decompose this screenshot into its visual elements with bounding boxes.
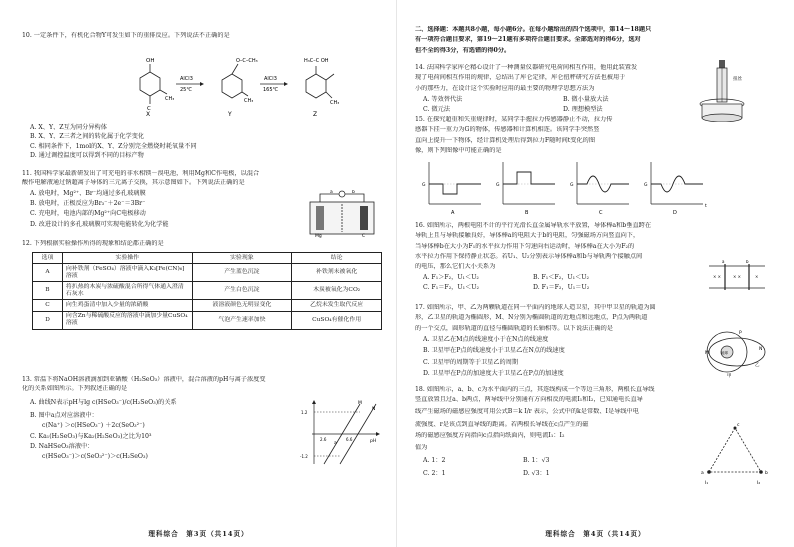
svg-text:2.6: 2.6 (320, 437, 327, 442)
experiment-table-wrap (22, 252, 382, 352)
graph-a (422, 162, 481, 216)
option: D. F₁＝F₂，U₁＝U₂ (533, 283, 590, 291)
molecule-z (306, 66, 334, 98)
question-13-line: 化的关系如图所示。下列叙述正确的是 (22, 385, 128, 393)
svg-text:× ×: × × (713, 274, 721, 279)
svg-text:b: b (765, 471, 768, 476)
option: A. 等效替代法 (423, 95, 463, 103)
svg-text:b: b (352, 190, 355, 195)
svg-text:扭丝: 扭丝 (733, 77, 742, 82)
svg-text:b: b (746, 260, 749, 264)
option: C. 卫星甲的周期等于卫星乙的周期 (423, 358, 519, 366)
option: C. 相同条件下，1mol的X、Y、Z分别完全燃烧时耗氧量不同 (30, 142, 197, 150)
option: A. 卫星乙在M点的线速度小于在N点的线速度 (423, 335, 549, 343)
svg-text:I₁: I₁ (705, 481, 709, 486)
label-x: X (146, 111, 151, 118)
question-14: 14. 法国科学家库仑精心设计了一种测量仪器研究电荷间相互作用，他用此装置发 现了电荷间相互作用的规律，总结出了库仑定律，库仑扭秤研究方法也被用于 小的那些力，在设计这个实验时应用的最主要的物理学思想方法为 A. 等效替代法 B. 微小量放大法 C. 微元法 D. 理想模型法 (415, 64, 714, 114)
svg-text:乙: 乙 (755, 363, 760, 368)
option: C. 2：1 (423, 470, 446, 478)
label-y: Y (228, 111, 232, 118)
svg-text:a: a (722, 260, 725, 264)
svg-text:B: B (525, 210, 529, 216)
option: D. √3：1 (523, 470, 550, 478)
svg-text:1.2: 1.2 (301, 410, 308, 415)
battery-diagram (302, 190, 382, 238)
option: B. X、Y、Z三者之间的转化属于化学变化 (30, 133, 145, 141)
option: A. 放电时，Mg²⁺、Br⁻均通过多孔玻璃膜 (30, 189, 146, 197)
condition-2: 165℃ (263, 87, 279, 93)
experiment-table (32, 252, 382, 330)
question-15: 15. 在探究超重和失重规律时，某同学手握拉力传感器静止不动，拉力传 感器下挂一重力为G的物体，传感器和计算机相连。该同学手突然竖 直向上提升一下物体，经计算机处理后得到拉力F随时间t变化的图 像，则下列图像中可能正确的是 (415, 116, 613, 154)
svg-text:O–C–CH₃: O–C–CH₃ (236, 58, 258, 64)
option: B. 放电时，正极反应为Br₃⁻＋2e⁻＝3Br⁻ (30, 199, 146, 207)
question-10-reaction-diagram (120, 50, 350, 118)
option: A. X、Y、Z互为同分异构体 (30, 124, 107, 131)
svg-text:6.6: 6.6 (346, 437, 353, 442)
triangle-diagram (695, 420, 775, 490)
table-header: 实验操作 (62, 253, 192, 264)
table-row: B 将扒热的木炭与浓硫酸混合所得气体通入澄清石灰水 产生白色沉淀 木炭被氧化为CO₂ (33, 282, 382, 300)
table-header: 实验现象 (192, 253, 292, 264)
option: C. Ka₁(H₂SeO₃)与Ka₂(H₂SeO₃)之比为10³ (30, 432, 152, 440)
question-10-options (22, 124, 381, 159)
condition-1: 25℃ (180, 87, 192, 93)
page-4 (397, 0, 794, 547)
svg-text:CH₃: CH₃ (330, 100, 340, 106)
question-12-stem: 12. 下列根据实验操作所得的现象和结论都正确的是 (22, 240, 164, 247)
option: B. 卫星甲在P点的线速度小于卫星乙在N点的线速度 (423, 347, 565, 355)
option-detail: c(HSeO₃⁻)＞c(SeO₃²⁻)＞c(H₂SeO₃) (42, 453, 148, 461)
svg-text:C: C (362, 234, 366, 238)
question-11-line: 酸作电解液通过钠超离子导体的三元离子交换，其示意图如下。下列说法正确的是 (22, 179, 245, 187)
question-11-line: 11. 我国科学家最新研发出了可充电的非水相镁－溴电池，利用Mg和C作电极，以混合 (22, 170, 260, 177)
svg-text:-1.2: -1.2 (300, 454, 308, 459)
svg-text:a: a (334, 441, 337, 446)
svg-text:I₂: I₂ (757, 481, 761, 486)
option: B. 微小量放大法 (563, 95, 609, 103)
graph-c (570, 162, 629, 216)
svg-text:G: G (422, 183, 426, 188)
svg-text:N: N (372, 407, 376, 412)
page-4-footer: 理科综合 第4页（共14页） (545, 530, 646, 539)
graph-b (496, 162, 555, 216)
option: D. NaHSeO₃溶液中： (30, 442, 94, 450)
svg-text:G: G (644, 183, 648, 188)
option: A. 曲线N表示pH与lg c(HSeO₃⁻)/c(H₂SeO₃)的关系 (30, 398, 177, 406)
question-13-line: 13. 常温下将NaOH溶液滴加到亚硒酸（H₂SeO₃）溶液中，混合溶液的pH与离子浓度变 (22, 376, 266, 383)
reagent-1: AlCl3 (180, 76, 193, 82)
page-3-footer: 理科综合 第3页（共14页） (148, 530, 249, 539)
option-detail: c(Na⁺) ＞c(HSeO₃⁻) ＋2c(SeO₃²⁻) (42, 422, 145, 430)
torsion-balance-diagram (697, 60, 757, 122)
option: D. 理想模型法 (563, 106, 603, 114)
molecule-x (140, 64, 167, 104)
table-header: 选项 (33, 253, 63, 264)
question-18: 18. 如图所示，a、b、c为水平面内的三点，其连线构成一个等边三角形，两根长直导线 竖直放置且过a、b两点，两导线中分别通有方向相反的电流I₁和I₂，已知通电长直导 线产生磁场的磁感应强度可用公式B＝k I/r 表示，公式中的k是常数、I是导线中电 流强度、r是该点到直导线的距离。若两根长导线在c点产生的磁 场的磁感应强度方向指向c点指向纸面内，则电流I₁：I₂ 值为 A. 1：2 B. 1：√3 C. 2：1 D. √3：1 (415, 386, 655, 478)
graph-d (644, 162, 707, 216)
option: D. 改进设计的多孔玻璃膜可实现电能转化为化学能 (30, 220, 169, 228)
svg-text:A: A (451, 210, 455, 216)
label-z: Z (313, 111, 318, 118)
rails-diagram (707, 260, 767, 294)
svg-text:C: C (147, 106, 151, 112)
svg-text:Mg: Mg (315, 234, 322, 238)
svg-text:CH₃: CH₃ (244, 98, 254, 104)
ph-curve-diagram (300, 398, 382, 468)
question-10-stem: 10. 一定条件下，有机化合物Y可发生如下的重排反应。下列说法不正确的是 (22, 32, 230, 39)
svg-text:M: M (705, 351, 709, 356)
svg-text:a: a (701, 471, 704, 476)
svg-text:N: N (759, 347, 763, 352)
svg-text:M: M (358, 401, 362, 406)
svg-text:P: P (739, 331, 742, 336)
question-10 (22, 32, 381, 39)
svg-text:pH: pH (370, 439, 377, 444)
orbit-diagram (697, 326, 767, 378)
svg-text:a: a (330, 190, 333, 195)
option: D. 卫星甲在P点的加速度大于卫星乙在P点的加速度 (423, 369, 564, 377)
option: B. 图中a点对应溶液中： (30, 411, 98, 419)
option: C. 微元法 (423, 106, 451, 114)
table-row: D 向含Zn与稀硫酸反应的溶液中滴加少量CuSO₄溶液 气泡产生速率加快 CuSO₄有催化作用 (33, 311, 382, 329)
svg-text:c: c (737, 423, 740, 428)
svg-text:CH₃: CH₃ (165, 96, 175, 102)
svg-text:G: G (570, 183, 574, 188)
question-16: 16. 如图所示，两根电阻不计的平行光滑长直金属导轨水平放置，导体棒a和b垂直跨在 导轨上且与导轨接触良好，导体棒a的电阻大于b的电阻，匀强磁场方向竖直向下， 当导体棒b在大小为F₁的水平拉力作用下匀速向右运动时，导体棒a在大小为F₂的 水平拉力作用下保持静止状态。若U₁、U₂分别表示导体棒a和b与导轨两个接触点间 的电压，那么它们大小关系为 A. F₁＞F₂，U₁＜U₂ B. F₁＜F₂，U₁＜U₂ C. F₁＝F₂，U₁＜U₂ D. F₁＝F₂，U₁＝U₂ (415, 222, 652, 291)
option: B. F₁＜F₂，U₁＜U₂ (533, 273, 589, 281)
option: B. 1：√3 (523, 456, 550, 464)
question-12 (22, 240, 381, 247)
force-time-graphs (419, 160, 719, 216)
option: D. 通过调控温度可以得到不同的目标产物 (30, 151, 144, 159)
svg-text:甲: 甲 (727, 374, 732, 378)
table-header: 结论 (292, 253, 382, 264)
svg-text:G: G (496, 183, 500, 188)
svg-text:D: D (673, 210, 677, 216)
option: C. F₁＝F₂，U₁＜U₂ (423, 283, 479, 291)
svg-text:H₃C–C OH: H₃C–C OH (304, 58, 329, 64)
table-row: A 向补铁剂（FeSO₄）溶液中滴入K₃[Fe(CN)₆]溶液 产生蓝色沉淀 补铁剂未被氧化 (33, 264, 382, 282)
section-2-instructions: 二、选择题：本题共8小题，每小题6分。在每小题给出的四个选项中，第14～18题只 有一项符合题目要求，第19～21题有多项符合题目要求。全部选对的得6分，选对 但不全的得3分，有选错的得0分。 (415, 26, 652, 54)
option: A. F₁＞F₂，U₁＜U₂ (423, 273, 479, 281)
svg-text:×: × (755, 274, 759, 279)
table-row: C 向生鸡蛋清中加入少量的浓硝酸 液溶液颜色无明显变化 乙烷未发生取代反应 (33, 300, 382, 311)
option: A. 1：2 (423, 456, 446, 464)
reagent-2: AlCl3 (264, 76, 277, 82)
question-17: 17. 如图所示，甲、乙为两颗轨道在同一平面内的地球人造卫星，其中甲卫星的轨道为圆 形，乙卫星的轨道为椭圆形，M、N分别为椭圆轨道的近地点和远地点，P点为两轨道 的一个交点，圆形轨道的直径与椭圆轨道的长轴相等。以下说法正确的是 A. 卫星乙在M点的线速度小于在N点的线速度 B. 卫星甲在P点的线速度小于卫星乙在N点的线速度 C. 卫星甲的周期等于卫星乙的周期 D. 卫星甲在P点的加速度大于卫星乙在P点的加速度 (415, 304, 780, 377)
table-header-row (33, 253, 382, 264)
option: C. 充电时，电池内部的Mg²⁺向C电极移动 (30, 210, 146, 218)
svg-text:OH: OH (146, 58, 155, 64)
molecule-y (222, 64, 248, 98)
svg-text:× ×: × × (733, 274, 741, 279)
svg-text:C: C (599, 210, 603, 216)
svg-text:t: t (705, 204, 707, 209)
svg-text:地球: 地球 (721, 351, 728, 355)
